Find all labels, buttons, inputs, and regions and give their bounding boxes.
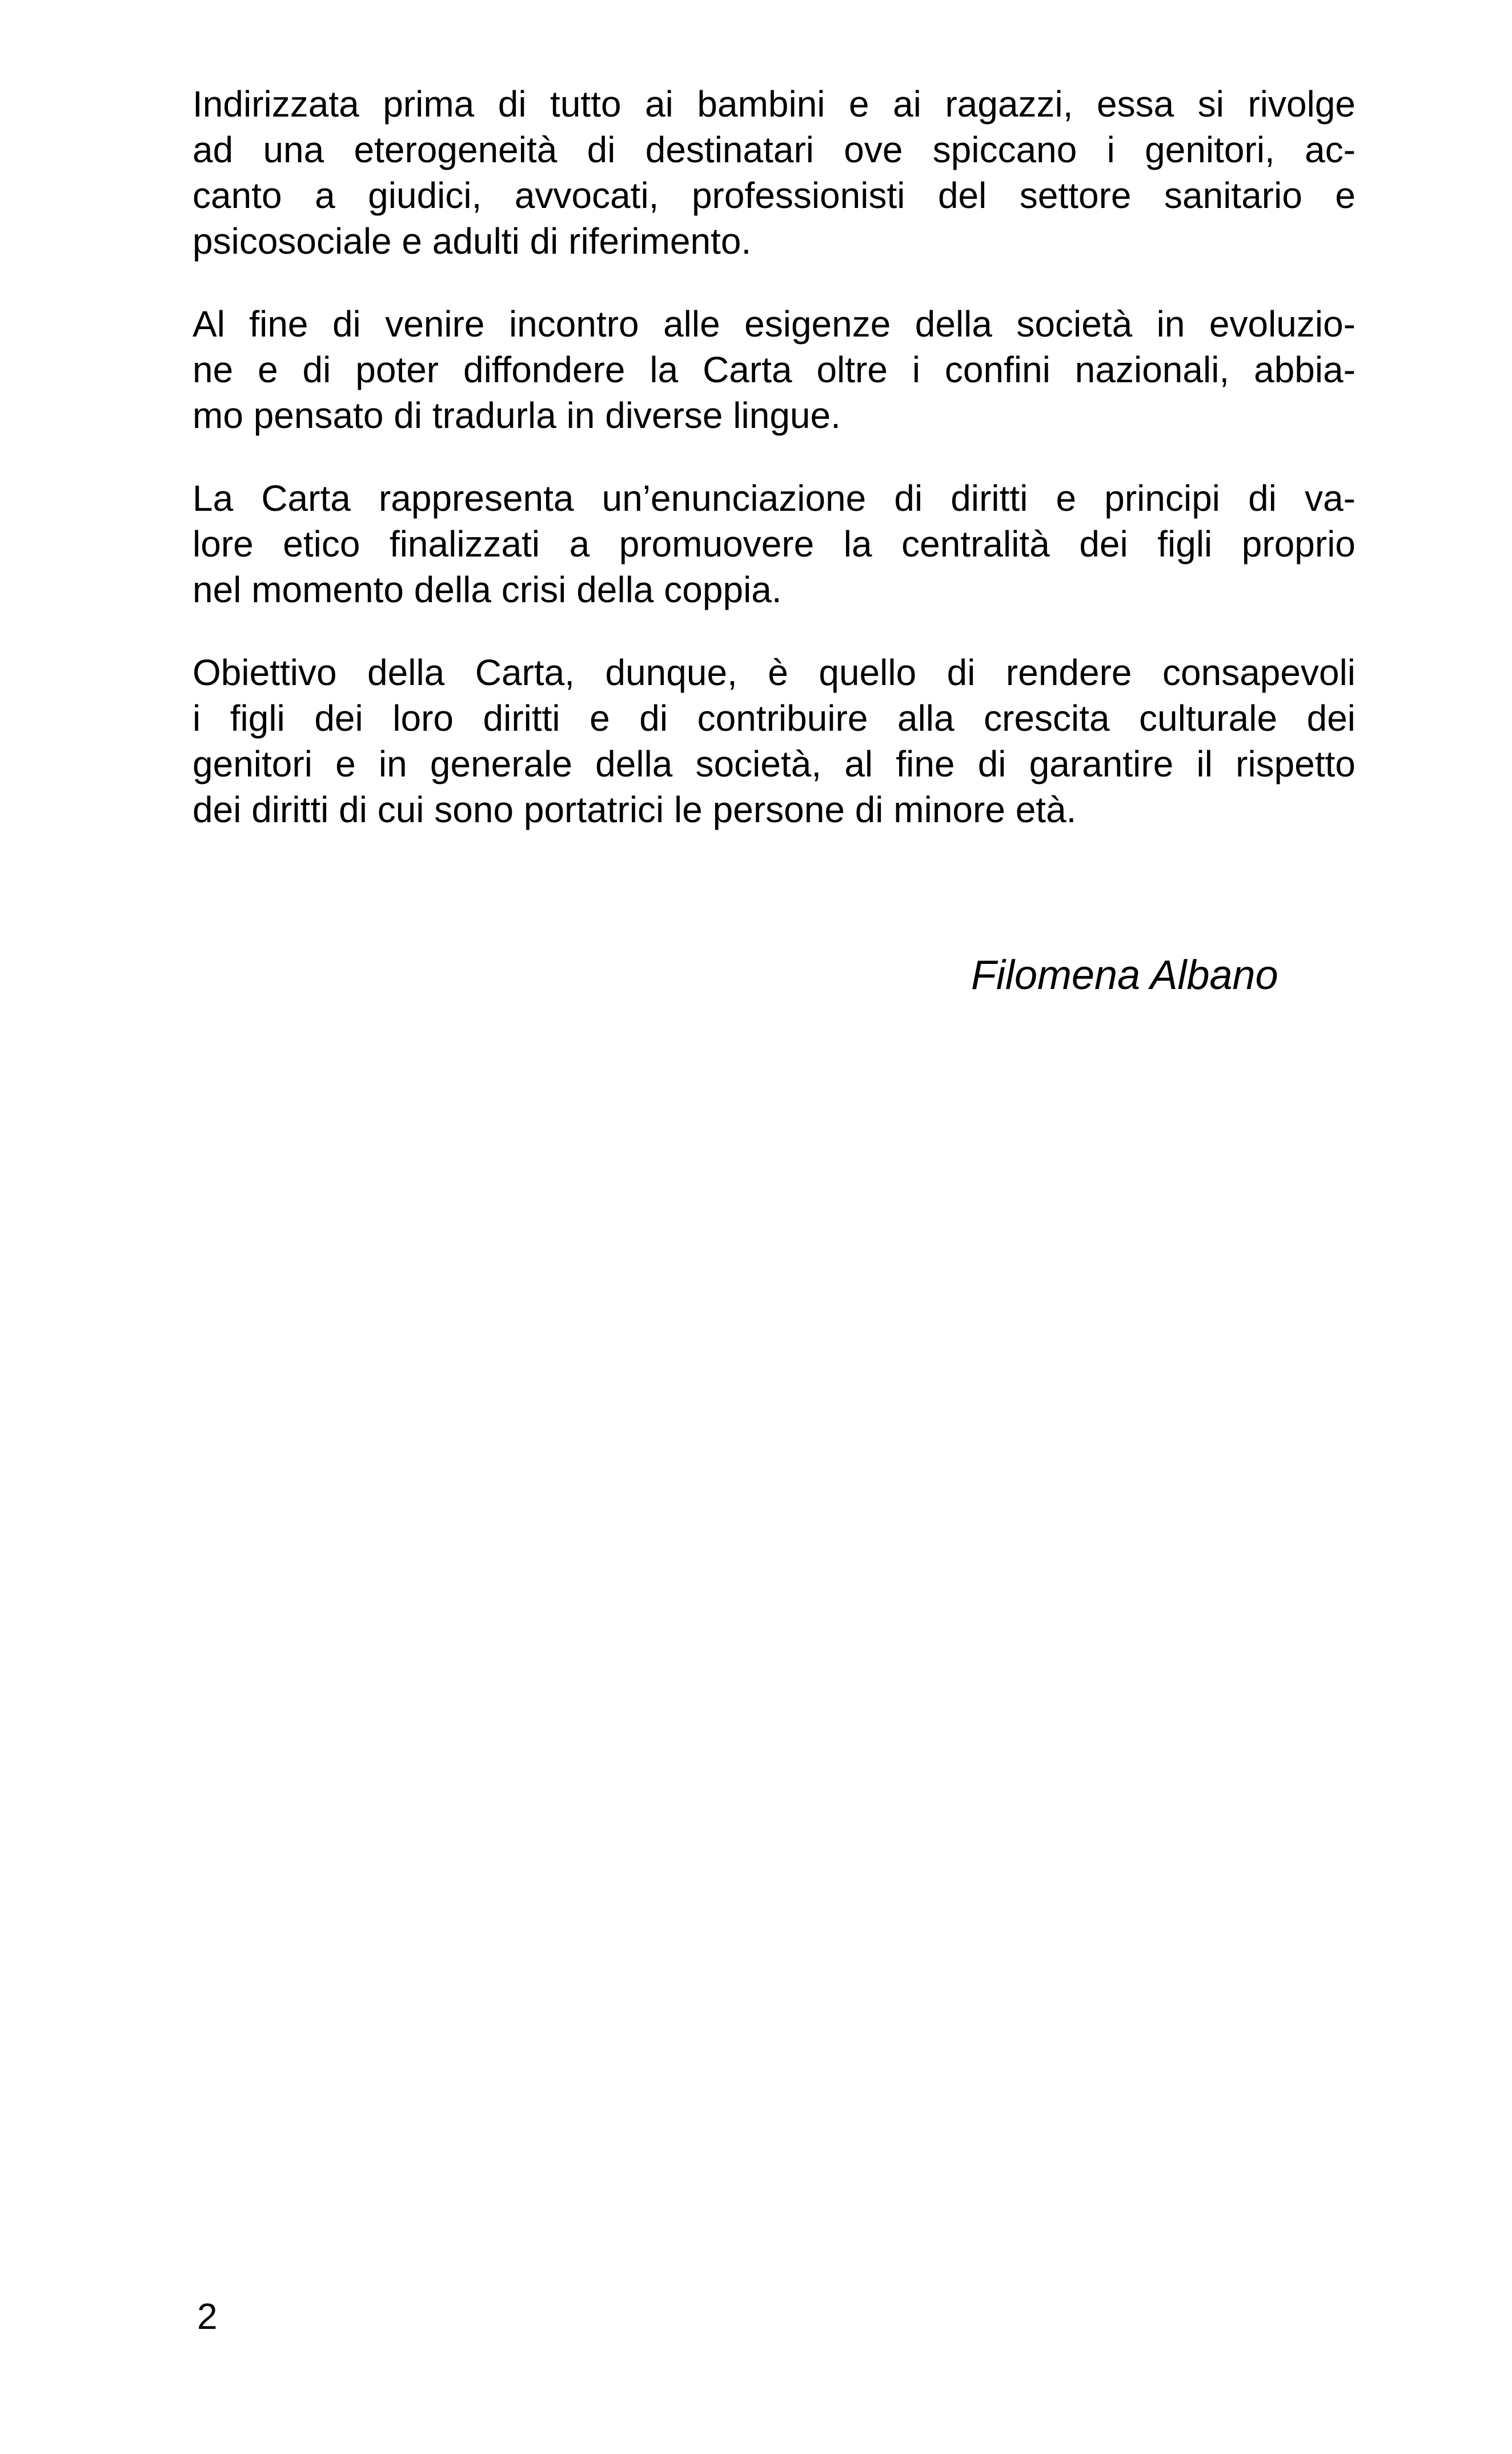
paragraph-line: mo pensato di tradurla in diverse lingue.: [192, 395, 841, 436]
paragraph-line: Obiettivo della Carta, dunque, è quello di rendere consapevoli: [192, 652, 1355, 693]
paragraph-line: Al fine di venire incontro alle esigenze della società in evoluzio-: [192, 303, 1355, 345]
paragraph-4: [192, 650, 1355, 832]
paragraph-line: dei diritti di cui sono portatrici le persone di minore età.: [192, 789, 1077, 830]
paragraph-line: ad una eterogeneità di destinatari ove spiccano i genitori, ac-: [192, 129, 1355, 170]
author-signature: Filomena Albano: [971, 952, 1278, 998]
paragraph-line: lore etico finalizzati a promuovere la centralità dei figli proprio: [192, 523, 1355, 565]
paragraph-line: i figli dei loro diritti e di contribuire alla crescita culturale dei: [192, 698, 1355, 739]
paragraph-line: Indirizzata prima di tutto ai bambini e ai ragazzi, essa si rivolge: [192, 83, 1355, 125]
paragraph-2: [192, 301, 1355, 438]
paragraph-line: La Carta rappresenta un’enunciazione di diritti e principi di va-: [192, 478, 1355, 519]
paragraph-1: [192, 81, 1355, 264]
paragraph-line: psicosociale e adulti di riferimento.: [192, 221, 752, 262]
paragraph-line: canto a giudici, avvocati, professionisti del settore sanitario e: [192, 175, 1355, 216]
body-text-block: [192, 81, 1355, 870]
paragraph-line: genitori e in generale della società, al fine di garantire il rispetto: [192, 743, 1355, 784]
page-number: 2: [197, 2296, 218, 2337]
paragraph-line: nel momento della crisi della coppia.: [192, 569, 782, 610]
paragraph-3: [192, 475, 1355, 613]
paragraph-line: ne e di poter diffondere la Carta oltre i confini nazionali, abbia-: [192, 349, 1355, 390]
